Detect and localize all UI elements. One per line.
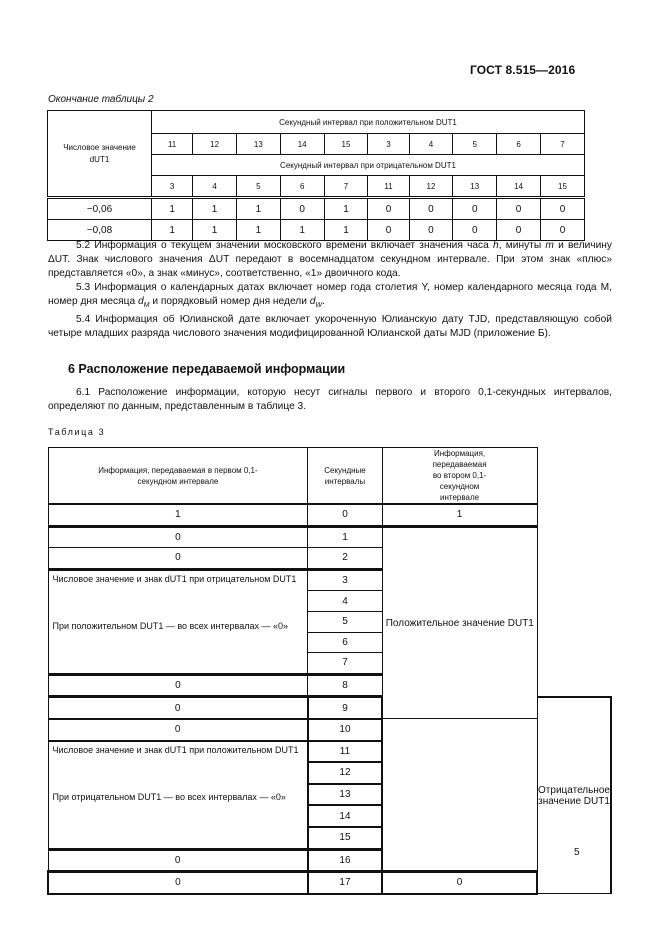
bit-cell: 0	[453, 220, 497, 241]
first-interval-cell: 0	[48, 872, 308, 894]
second-number-cell: 8	[308, 674, 382, 697]
table2-caption: Окончание таблицы 2	[48, 94, 154, 105]
pos-interval-label: Секундный интервал при положительном DUT1	[152, 111, 585, 134]
neg-interval: 13	[453, 176, 497, 198]
first-interval-cell: 0	[48, 719, 308, 741]
bit-cell: 1	[236, 198, 280, 220]
header-first-interval: Информация, передаваемая в первом 0,1-секундном интервале	[48, 448, 308, 505]
first-interval-cell: 0	[48, 674, 308, 697]
pos-interval: 4	[409, 134, 453, 155]
second-number-cell: 10	[308, 719, 382, 741]
neg-interval: 14	[497, 176, 541, 198]
dut1-value: −0,06	[48, 198, 152, 220]
bit-cell: 1	[152, 220, 193, 241]
second-number-cell: 9	[308, 697, 382, 719]
paragraph-6-1: 6.1 Расположение информации, которую несут сигналы первого и второго 0,1-секундных интервалов, определяют по данным, представленным в таблице 3.	[48, 387, 612, 412]
second-number-cell: 6	[308, 632, 382, 653]
first-interval-cell: 0	[48, 548, 308, 570]
table-row	[48, 220, 585, 241]
paragraphs-5	[48, 239, 612, 341]
text: 5.2 Информация о текущем значении московского времени включает значения часа	[76, 240, 494, 251]
pos-interval: 14	[280, 134, 324, 155]
neg-interval: 7	[324, 176, 368, 198]
table-row	[48, 741, 611, 763]
text: и величину ΔUT. Знак числового значения ΔUT передают в восемнадцатом секундном интервале. При этом знак «плюс» представляется «0», а знак «минус», соответственно, «1» двоичного кода.	[48, 240, 612, 279]
text: M	[143, 302, 150, 310]
second-number-cell: 3	[308, 569, 382, 591]
section-heading: 6 Расположение передаваемой информации	[68, 362, 346, 376]
second-interval-cell: Положительное значение DUT1	[382, 526, 537, 719]
second-number-cell: 12	[308, 762, 382, 784]
bit-cell: 1	[193, 220, 237, 241]
neg-interval: 4	[193, 176, 237, 198]
table-row	[48, 719, 611, 741]
bit-cell: 1	[324, 220, 368, 241]
pos-interval: 3	[368, 134, 409, 155]
pos-interval: 13	[236, 134, 280, 155]
second-number-cell: 7	[308, 653, 382, 675]
first-interval-cell: 1	[48, 504, 308, 526]
first-interval-cell: 0	[48, 697, 308, 719]
dut1-description-block	[48, 741, 308, 849]
second-number-cell: 4	[308, 591, 382, 612]
second-number-cell: 13	[308, 784, 382, 806]
paragraph-5-4: 5.4 Информация об Юлианской дате включает укороченную Юлианскую дату TJD, представляющую собой четыре младших разряда числового значения модифицированной Юлианской даты MJD (приложение Б).	[48, 314, 612, 340]
table3-caption: Таблица 3	[48, 427, 106, 437]
first-interval-cell: 0	[48, 526, 308, 548]
neg-interval: 3	[152, 176, 193, 198]
bit-cell: 0	[540, 220, 584, 241]
bit-cell: 0	[368, 198, 409, 220]
table-row	[48, 198, 585, 220]
second-number-cell: 15	[308, 827, 382, 849]
second-number-cell: 17	[308, 872, 382, 894]
pos-interval: 6	[497, 134, 541, 155]
bit-cell: 0	[540, 198, 584, 220]
text: При отрицательном DUT1 — во всех интервалах — «0»	[52, 791, 286, 802]
pos-interval: 7	[540, 134, 584, 155]
standard-designation: ГОСТ 8.515—2016	[470, 63, 576, 77]
dut1-description-block	[48, 569, 308, 674]
table-3	[47, 447, 612, 895]
table-row	[48, 872, 611, 894]
second-interval-cell: 0	[382, 872, 537, 894]
text: При положительном DUT1 — во всех интервалах — «0»	[52, 620, 288, 631]
text: Числовое значение и знак dUT1 при положительном DUT1	[52, 744, 299, 755]
second-number-cell: 11	[308, 741, 382, 763]
text: .	[322, 296, 325, 307]
header-second-intervals: Секундные интервалы	[308, 448, 382, 505]
bit-cell: 0	[280, 198, 324, 220]
second-interval-cell: Отрицательное значение DUT1	[537, 697, 611, 894]
table-row	[48, 504, 611, 526]
text: и порядковый номер дня недели	[149, 296, 310, 307]
paragraph-5-3	[48, 281, 612, 313]
neg-interval: 6	[280, 176, 324, 198]
pos-interval: 12	[193, 134, 237, 155]
bit-cell: 1	[324, 198, 368, 220]
pos-interval: 11	[152, 134, 193, 155]
text: d	[138, 296, 144, 307]
bit-cell: 0	[497, 198, 541, 220]
pos-interval: 5	[453, 134, 497, 155]
page-number: 5	[574, 847, 580, 858]
bit-cell: 1	[280, 220, 324, 241]
table-2	[47, 110, 585, 241]
header-second-interval: Информация, передаваемая во втором 0,1-секундном интервале	[382, 448, 537, 505]
second-number-cell: 1	[308, 526, 382, 548]
bit-cell: 0	[453, 198, 497, 220]
text: d	[309, 296, 316, 307]
bit-cell: 1	[152, 198, 193, 220]
second-number-cell: 0	[308, 504, 382, 526]
neg-interval: 11	[368, 176, 409, 198]
second-number-cell: 5	[308, 611, 382, 632]
bit-cell: 0	[368, 220, 409, 241]
second-number-cell: 16	[308, 849, 382, 872]
text: h	[493, 240, 499, 251]
text: W	[315, 302, 323, 310]
paragraph-6-1-wrap	[48, 386, 612, 414]
second-number-cell: 2	[308, 548, 382, 570]
table-row	[48, 526, 611, 548]
neg-interval: 15	[540, 176, 584, 198]
second-number-cell: 14	[308, 805, 382, 827]
row-header: Числовое значение dUT1	[48, 111, 152, 198]
paragraph-5-2	[48, 239, 612, 281]
text: m	[545, 240, 554, 251]
text: Числовое значение и знак dUT1 при отрицательном DUT1	[52, 573, 297, 584]
table-row	[48, 849, 611, 872]
text: 5.3 Информация о календарных датах включает номер года столетия Y, номер календарного месяца года M, номер дня месяца	[48, 282, 612, 307]
neg-interval-label: Секундный интервал при отрицательном DUT1	[152, 155, 585, 176]
bit-cell: 1	[193, 198, 237, 220]
bit-cell: 0	[409, 220, 453, 241]
second-interval-cell: 1	[382, 504, 537, 526]
text: , минуты	[498, 240, 546, 251]
bit-cell: 0	[497, 220, 541, 241]
dut1-value: −0,08	[48, 220, 152, 241]
bit-cell: 0	[409, 198, 453, 220]
neg-interval: 12	[409, 176, 453, 198]
bit-cell: 1	[236, 220, 280, 241]
neg-interval: 5	[236, 176, 280, 198]
first-interval-cell: 0	[48, 849, 308, 872]
pos-interval: 15	[324, 134, 368, 155]
